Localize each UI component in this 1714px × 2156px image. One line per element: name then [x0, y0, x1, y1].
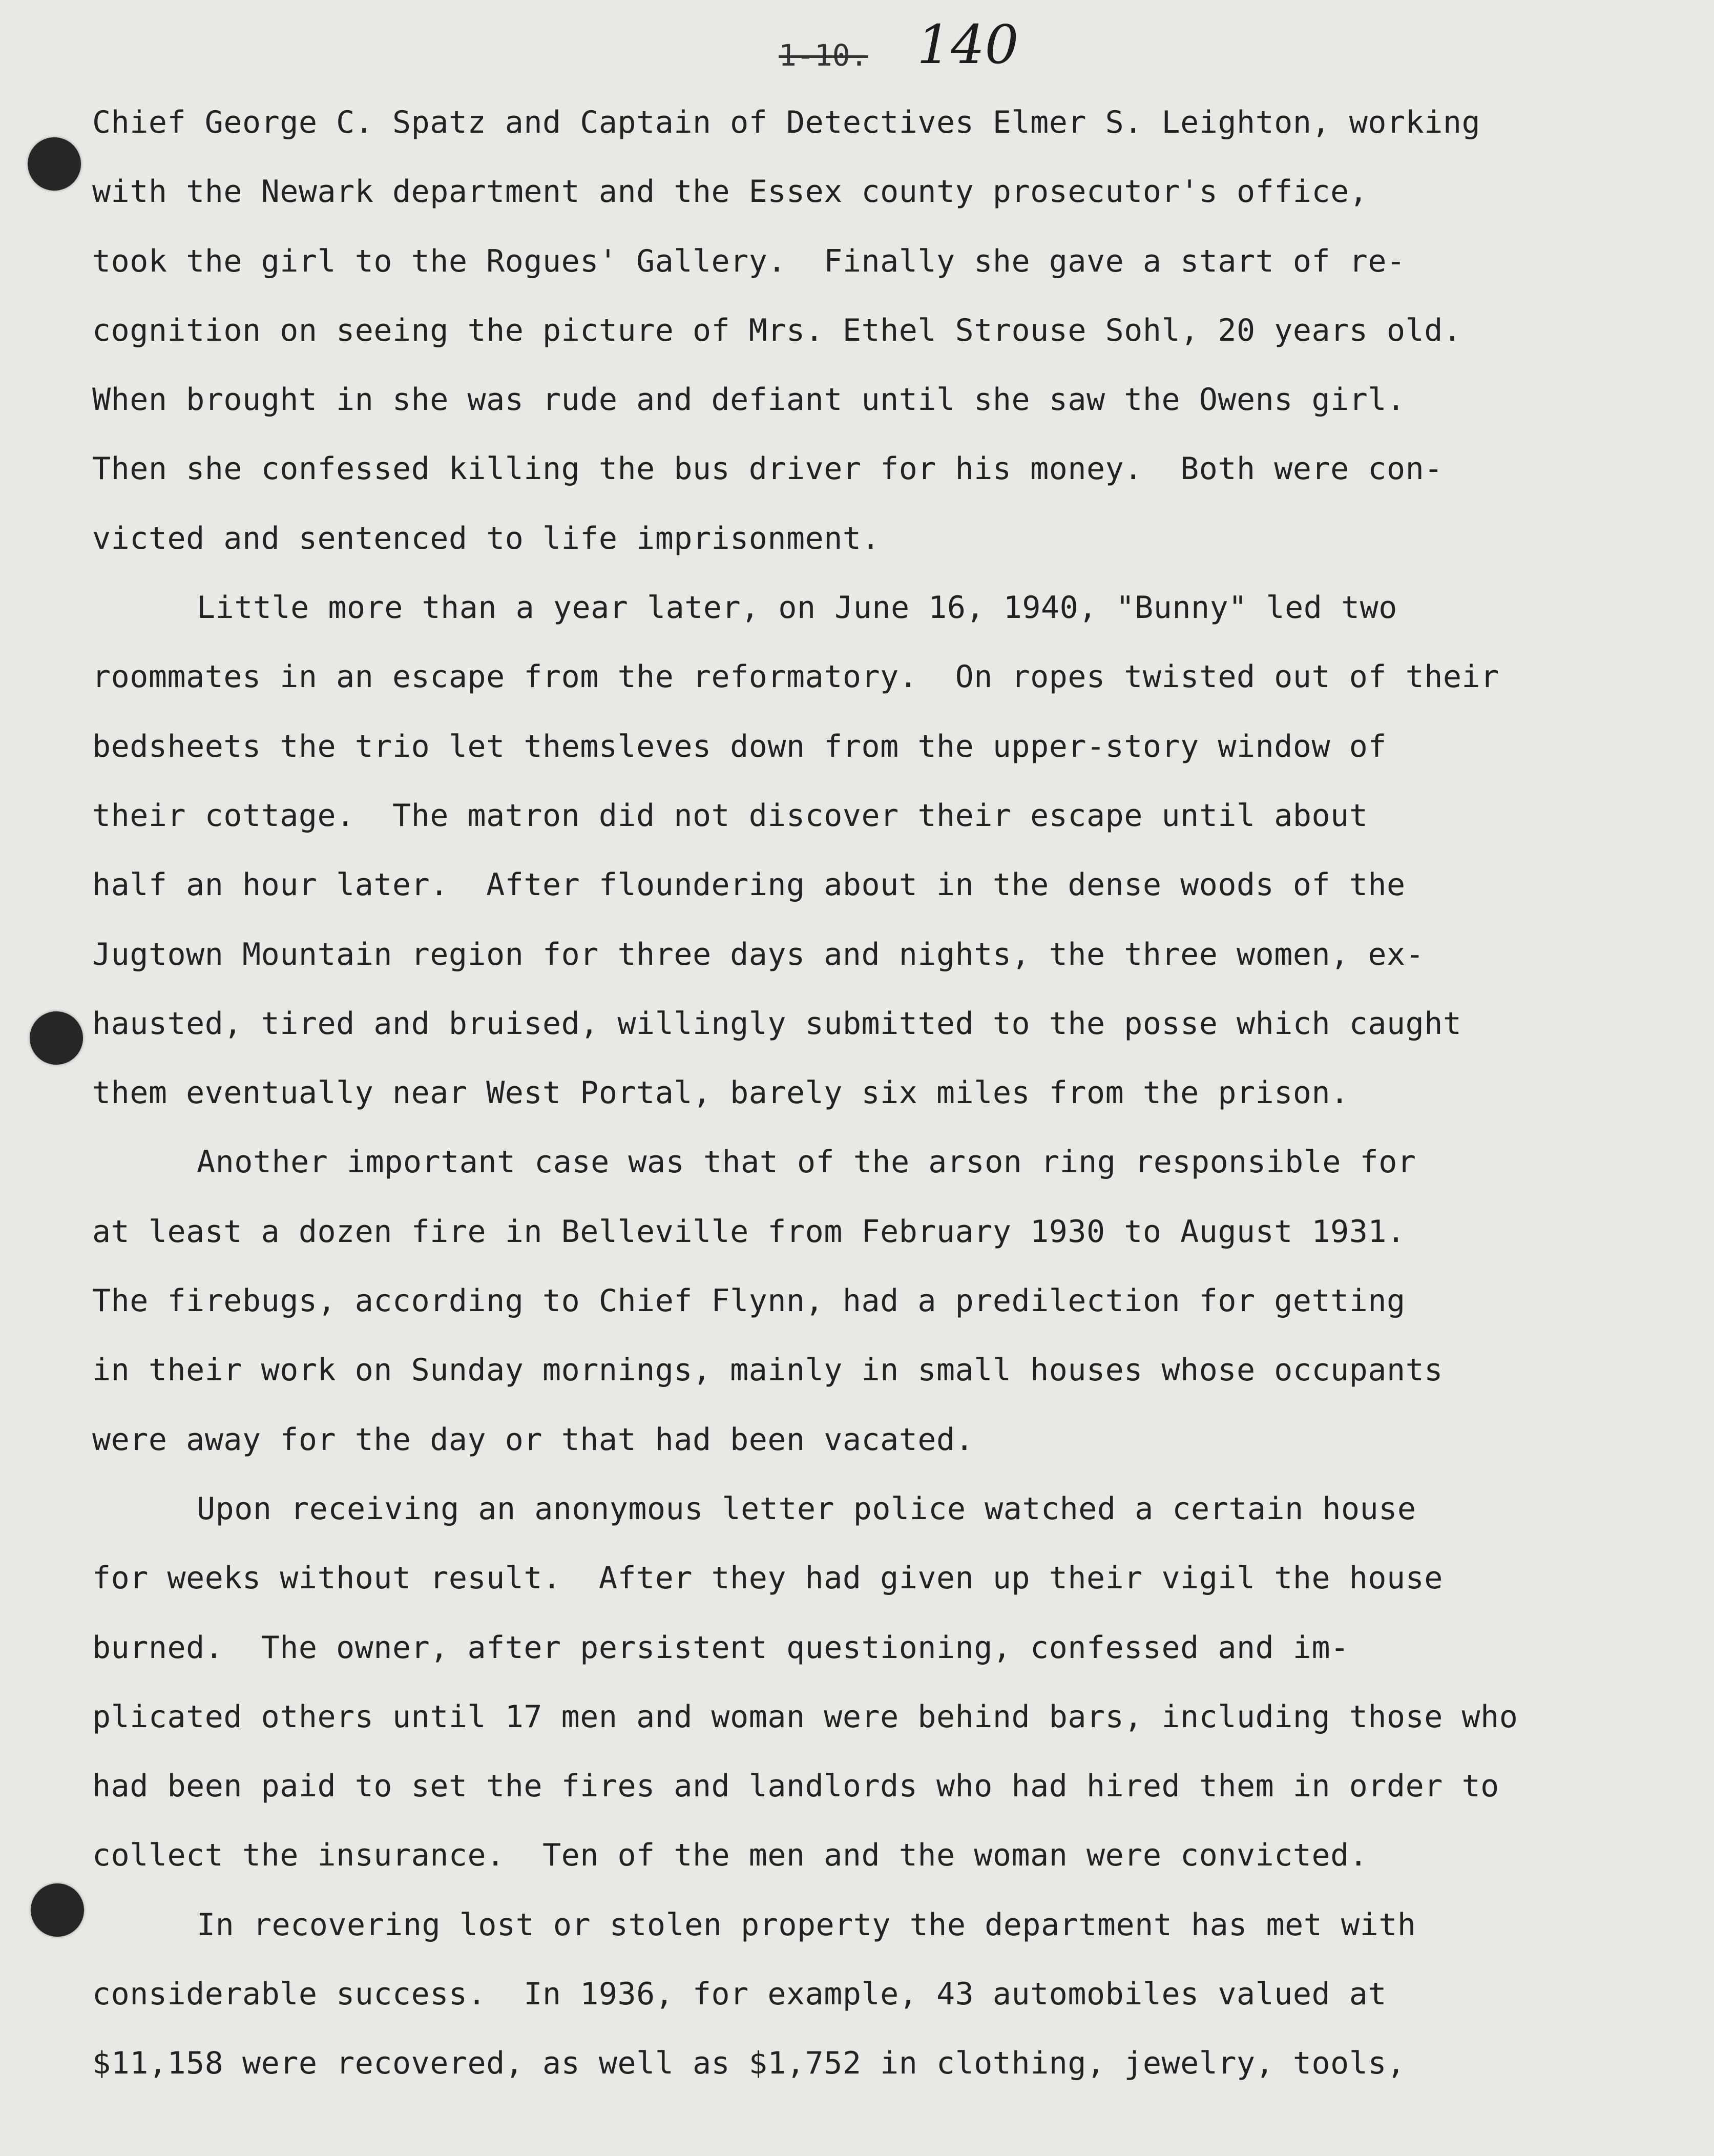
- paragraph-first-line: Another important case was that of the arson ring responsible for: [197, 1144, 1416, 1180]
- text-line: $11,158 were recovered, as well as $1,752 in clothing, jewelry, tools,: [92, 2045, 1406, 2082]
- text-line: burned. The owner, after persistent questioning, confessed and im-: [92, 1629, 1349, 1666]
- text-line: considerable success. In 1936, for example, 43 automobiles valued at: [92, 1976, 1387, 2013]
- punch-hole-bottom: [31, 1883, 84, 1937]
- text-line: collect the insurance. Ten of the men and the woman were convicted.: [92, 1837, 1368, 1874]
- text-line: their cottage. The matron did not discover their escape until about: [92, 797, 1368, 834]
- text-line: Jugtown Mountain region for three days and nights, the three women, ex-: [92, 936, 1425, 972]
- paragraph-first-line: In recovering lost or stolen property the department has met with: [197, 1906, 1416, 1943]
- text-line: them eventually near West Portal, barely six miles from the prison.: [92, 1075, 1349, 1111]
- text-line: When brought in she was rude and defiant until she saw the Owens girl.: [92, 382, 1406, 418]
- text-line: for weeks without result. After they had given up their vigil the house: [92, 1560, 1443, 1597]
- text-line: Chief George C. Spatz and Captain of Detectives Elmer S. Leighton, working: [92, 105, 1481, 140]
- text-line: roommates in an escape from the reformatory. On ropes twisted out of their: [92, 659, 1499, 695]
- text-line: in their work on Sunday mornings, mainly in small houses whose occupants: [92, 1352, 1443, 1388]
- paragraph-first-line: Little more than a year later, on June 16, 1940, "Bunny" led two: [197, 590, 1397, 626]
- text-line: were away for the day or that had been vacated.: [92, 1421, 974, 1458]
- paragraph-first-line: Upon receiving an anonymous letter police watched a certain house: [197, 1490, 1416, 1527]
- text-line: Then she confessed killing the bus driver for his money. Both were con-: [92, 451, 1443, 487]
- text-line: plicated others until 17 men and woman were behind bars, including those who: [92, 1698, 1518, 1735]
- text-line: The firebugs, according to Chief Flynn, had a predilection for getting: [92, 1283, 1406, 1319]
- text-line: bedsheets the trio let themsleves down from the upper-story window of: [92, 728, 1387, 764]
- text-line: hausted, tired and bruised, willingly submitted to the posse which caught: [92, 1005, 1462, 1042]
- text-line: had been paid to set the fires and landlords who had hired them in order to: [92, 1768, 1499, 1805]
- struck-page-number: 1-10.: [779, 38, 868, 73]
- text-line: victed and sentenced to life imprisonment.: [92, 520, 881, 556]
- punch-hole-top: [28, 137, 81, 191]
- punch-hole-middle: [30, 1011, 83, 1065]
- text-line: took the girl to the Rogues' Gallery. Finally she gave a start of re-: [92, 243, 1406, 279]
- handwritten-page-number: 140: [917, 13, 1019, 76]
- text-line: cognition on seeing the picture of Mrs. Ethel Strouse Sohl, 20 years old.: [92, 312, 1462, 348]
- text-line: at least a dozen fire in Belleville from February 1930 to August 1931.: [92, 1213, 1406, 1250]
- text-line: with the Newark department and the Essex county prosecutor's office,: [92, 174, 1368, 210]
- page-number: [768, 15, 1025, 77]
- text-line: half an hour later. After floundering about in the dense woods of the: [92, 867, 1406, 903]
- body-text: [92, 88, 1696, 2099]
